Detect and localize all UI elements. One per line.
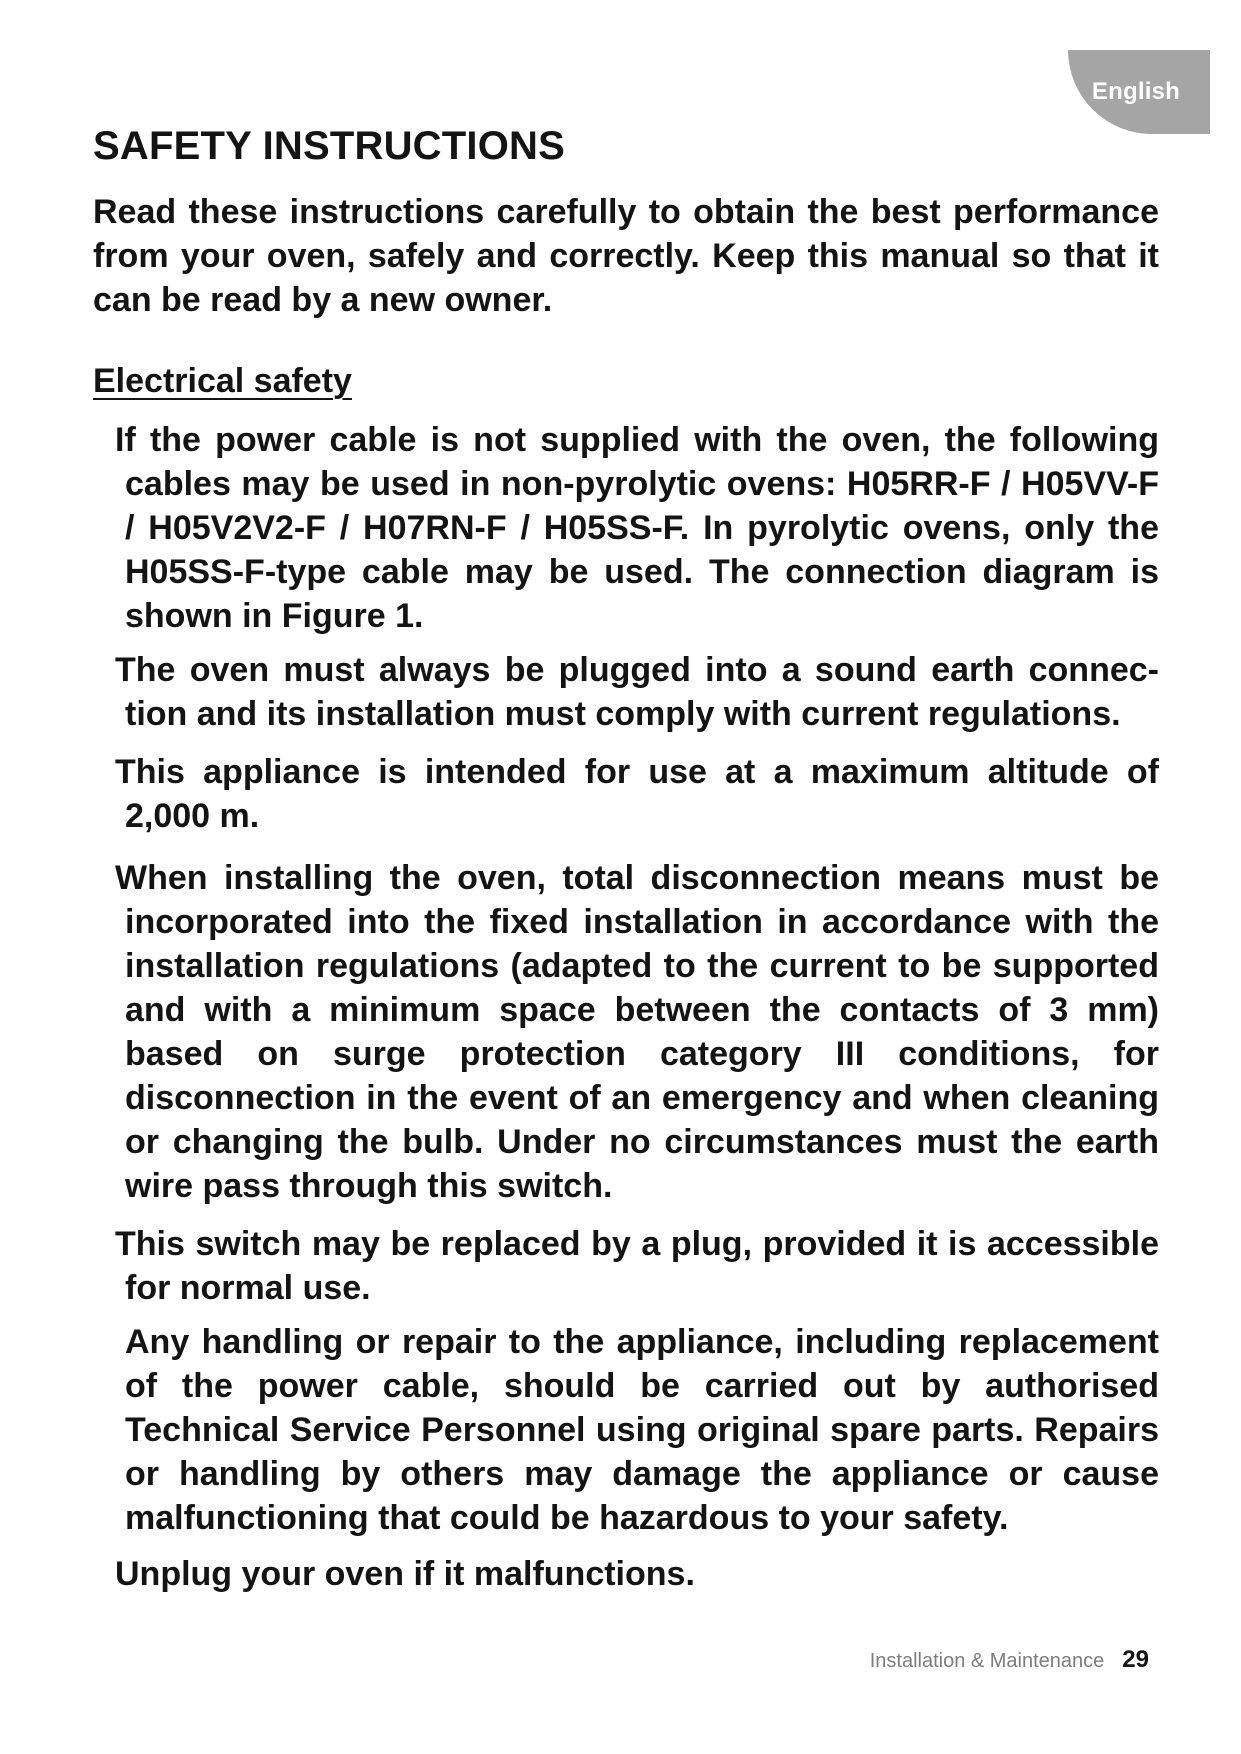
language-tab-label: English [1091, 78, 1180, 105]
safety-item-switch-plug: This switch may be replaced by a plug, provided it is accessible for normal use. [115, 1225, 1159, 1307]
page-title: SAFETY INSTRUCTIONS [93, 124, 565, 168]
intro-paragraph: Read these instructions carefully to obtain the best performance from your oven, safely and correctly. Keep this manual so that it can be read by a new owner. [93, 193, 1159, 319]
safety-item-unplug: Unplug your oven if it malfunctions. [115, 1555, 695, 1593]
safety-item-power-cable: If the power cable is not supplied with the oven, the following cables may be used in non-pyrolytic ovens: H05RR-F / H05VV-F / H05V2V2-F / H07RN-F / H05SS-F. In pyrolytic ovens, only the H05SS-F-type cable may be used. The connection diagram is shown in Figure 1. [115, 421, 1159, 635]
safety-item-repairs: Any handling or repair to the appliance, including replacement of the power cable, should be carried out by authorised Technical Service Personnel using original spare parts. Repairs or handling by others may damage the appliance or cause malfunctioning that could be hazardous to your safety. [125, 1323, 1159, 1537]
page-number: 29 [1122, 1646, 1149, 1673]
safety-item-disconnection: When installing the oven, total disconnection means must be incorporated into the fixed installation in accordance with the installation regulations (adapted to the current to be supported and with a minimum space between the contacts of 3 mm) based on surge protection category III conditions, for disconnection in the event of an emergency and when cleaning or changing the bulb. Under no circumstances must the earth wire pass through this switch. [115, 859, 1159, 1205]
language-tab [1068, 50, 1210, 134]
safety-item-altitude: This appliance is intended for use at a maximum altitude of 2,000 m. [115, 753, 1159, 835]
footer-section-label: Installation & Maintenance [869, 1650, 1105, 1672]
safety-item-earth-connection: The oven must always be plugged into a sound earth connection and its installation must comply with current regulations. [115, 651, 1159, 733]
section-heading: Electrical safety [93, 362, 352, 400]
page-footer [870, 1646, 1149, 1674]
